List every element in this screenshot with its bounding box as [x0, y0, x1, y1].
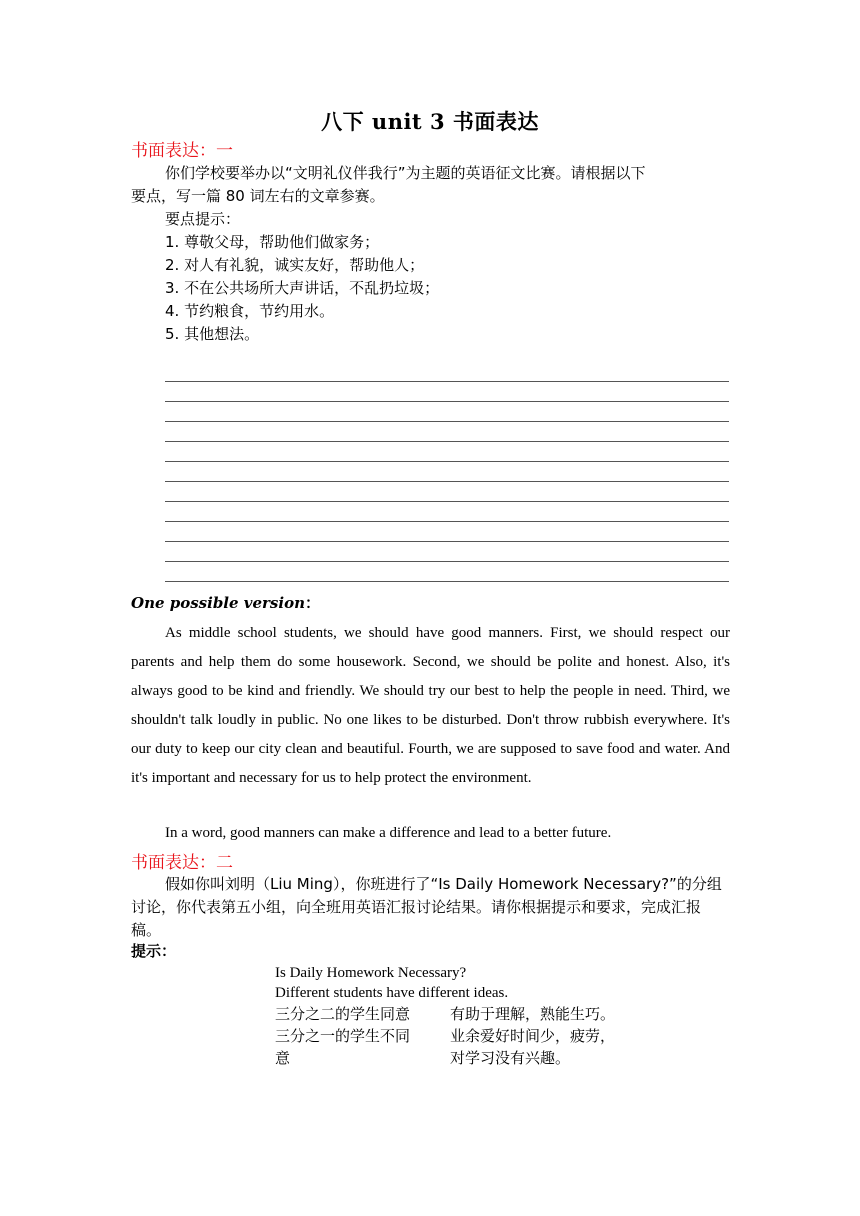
hint-row2-right-b: 对学习没有兴趣。: [450, 1049, 571, 1067]
version-label-suffix: ：: [305, 594, 321, 612]
hint-row1-right: 有助于理解，熟能生巧。: [450, 1005, 616, 1023]
answer-line[interactable]: [165, 482, 729, 502]
list-item: 1. 尊敬父母，帮助他们做家务；: [165, 233, 380, 251]
answer-line[interactable]: [165, 522, 729, 542]
version-label-text: One possible version: [131, 594, 305, 612]
answer-line[interactable]: [165, 442, 729, 462]
essay-paragraph-1: As middle school students, we should have good manners. First, we should respect our parents and help them do some housework. Second, we should be polite and honest. Also, it's always good to be kind and friendly. We should try our best to help the people in need. Third, we shouldn't talk loudly in public. No one likes to be disturbed. Don't throw rubbish everywhere. It's our duty to keep our city clean and beautiful. Fourth, we are supposed to save food and water. And it's important and necessary for us to help protect the environment.: [131, 625, 730, 786]
hint-row2-right-a: 业余爱好时间少，疲劳，: [450, 1027, 616, 1045]
hint-row2-left-b: 意: [275, 1049, 291, 1067]
answer-lines[interactable]: [165, 362, 729, 582]
points-list: [165, 231, 439, 346]
answer-line[interactable]: [165, 542, 729, 562]
list-item: 4. 节约粮食，节约用水。: [165, 302, 335, 320]
answer-line[interactable]: [165, 402, 729, 422]
answer-line[interactable]: [165, 382, 729, 402]
answer-line[interactable]: [165, 422, 729, 442]
section-heading-1: 书面表达：一: [131, 141, 233, 161]
page-title: 八下 unit 3 书面表达: [321, 109, 539, 134]
answer-line[interactable]: [165, 362, 729, 382]
list-item: 2. 对人有礼貌，诚实友好，帮助他人；: [165, 256, 425, 274]
hint-subtitle: Different students have different ideas.: [275, 985, 509, 1001]
hint-row1-left: 三分之二的学生同意: [275, 1005, 411, 1023]
points-label: 要点提示：: [165, 210, 241, 228]
hint-label: 提示：: [131, 942, 177, 960]
hint-title: Is Daily Homework Necessary?: [275, 965, 467, 981]
answer-line[interactable]: [165, 462, 729, 482]
section-heading-2: 书面表达：二: [131, 853, 233, 873]
hint-row2-left-a: 三分之一的学生不同: [275, 1027, 411, 1045]
list-item: 3. 不在公共场所大声讲话，不乱扔垃圾；: [165, 279, 440, 297]
prompt-2: 假如你叫刘明（Liu Ming），你班进行了“Is Daily Homework Necessary?”的分组讨论，你代表第五小组，向全班用英语汇报讨论结果。请你根据提示和要求，完成汇报稿。: [131, 875, 722, 939]
prompt-line-2: 要点，写一篇 80 词左右的文章参赛。: [131, 187, 385, 205]
version-label: [131, 592, 320, 613]
answer-line[interactable]: [165, 502, 729, 522]
list-item: 5. 其他想法。: [165, 325, 260, 343]
essay-paragraph-2: In a word, good manners can make a difference and lead to a better future.: [165, 825, 612, 841]
prompt-line-1: 你们学校要举办以“文明礼仪伴我行”为主题的英语征文比赛。请根据以下: [165, 164, 646, 182]
answer-line[interactable]: [165, 562, 729, 582]
